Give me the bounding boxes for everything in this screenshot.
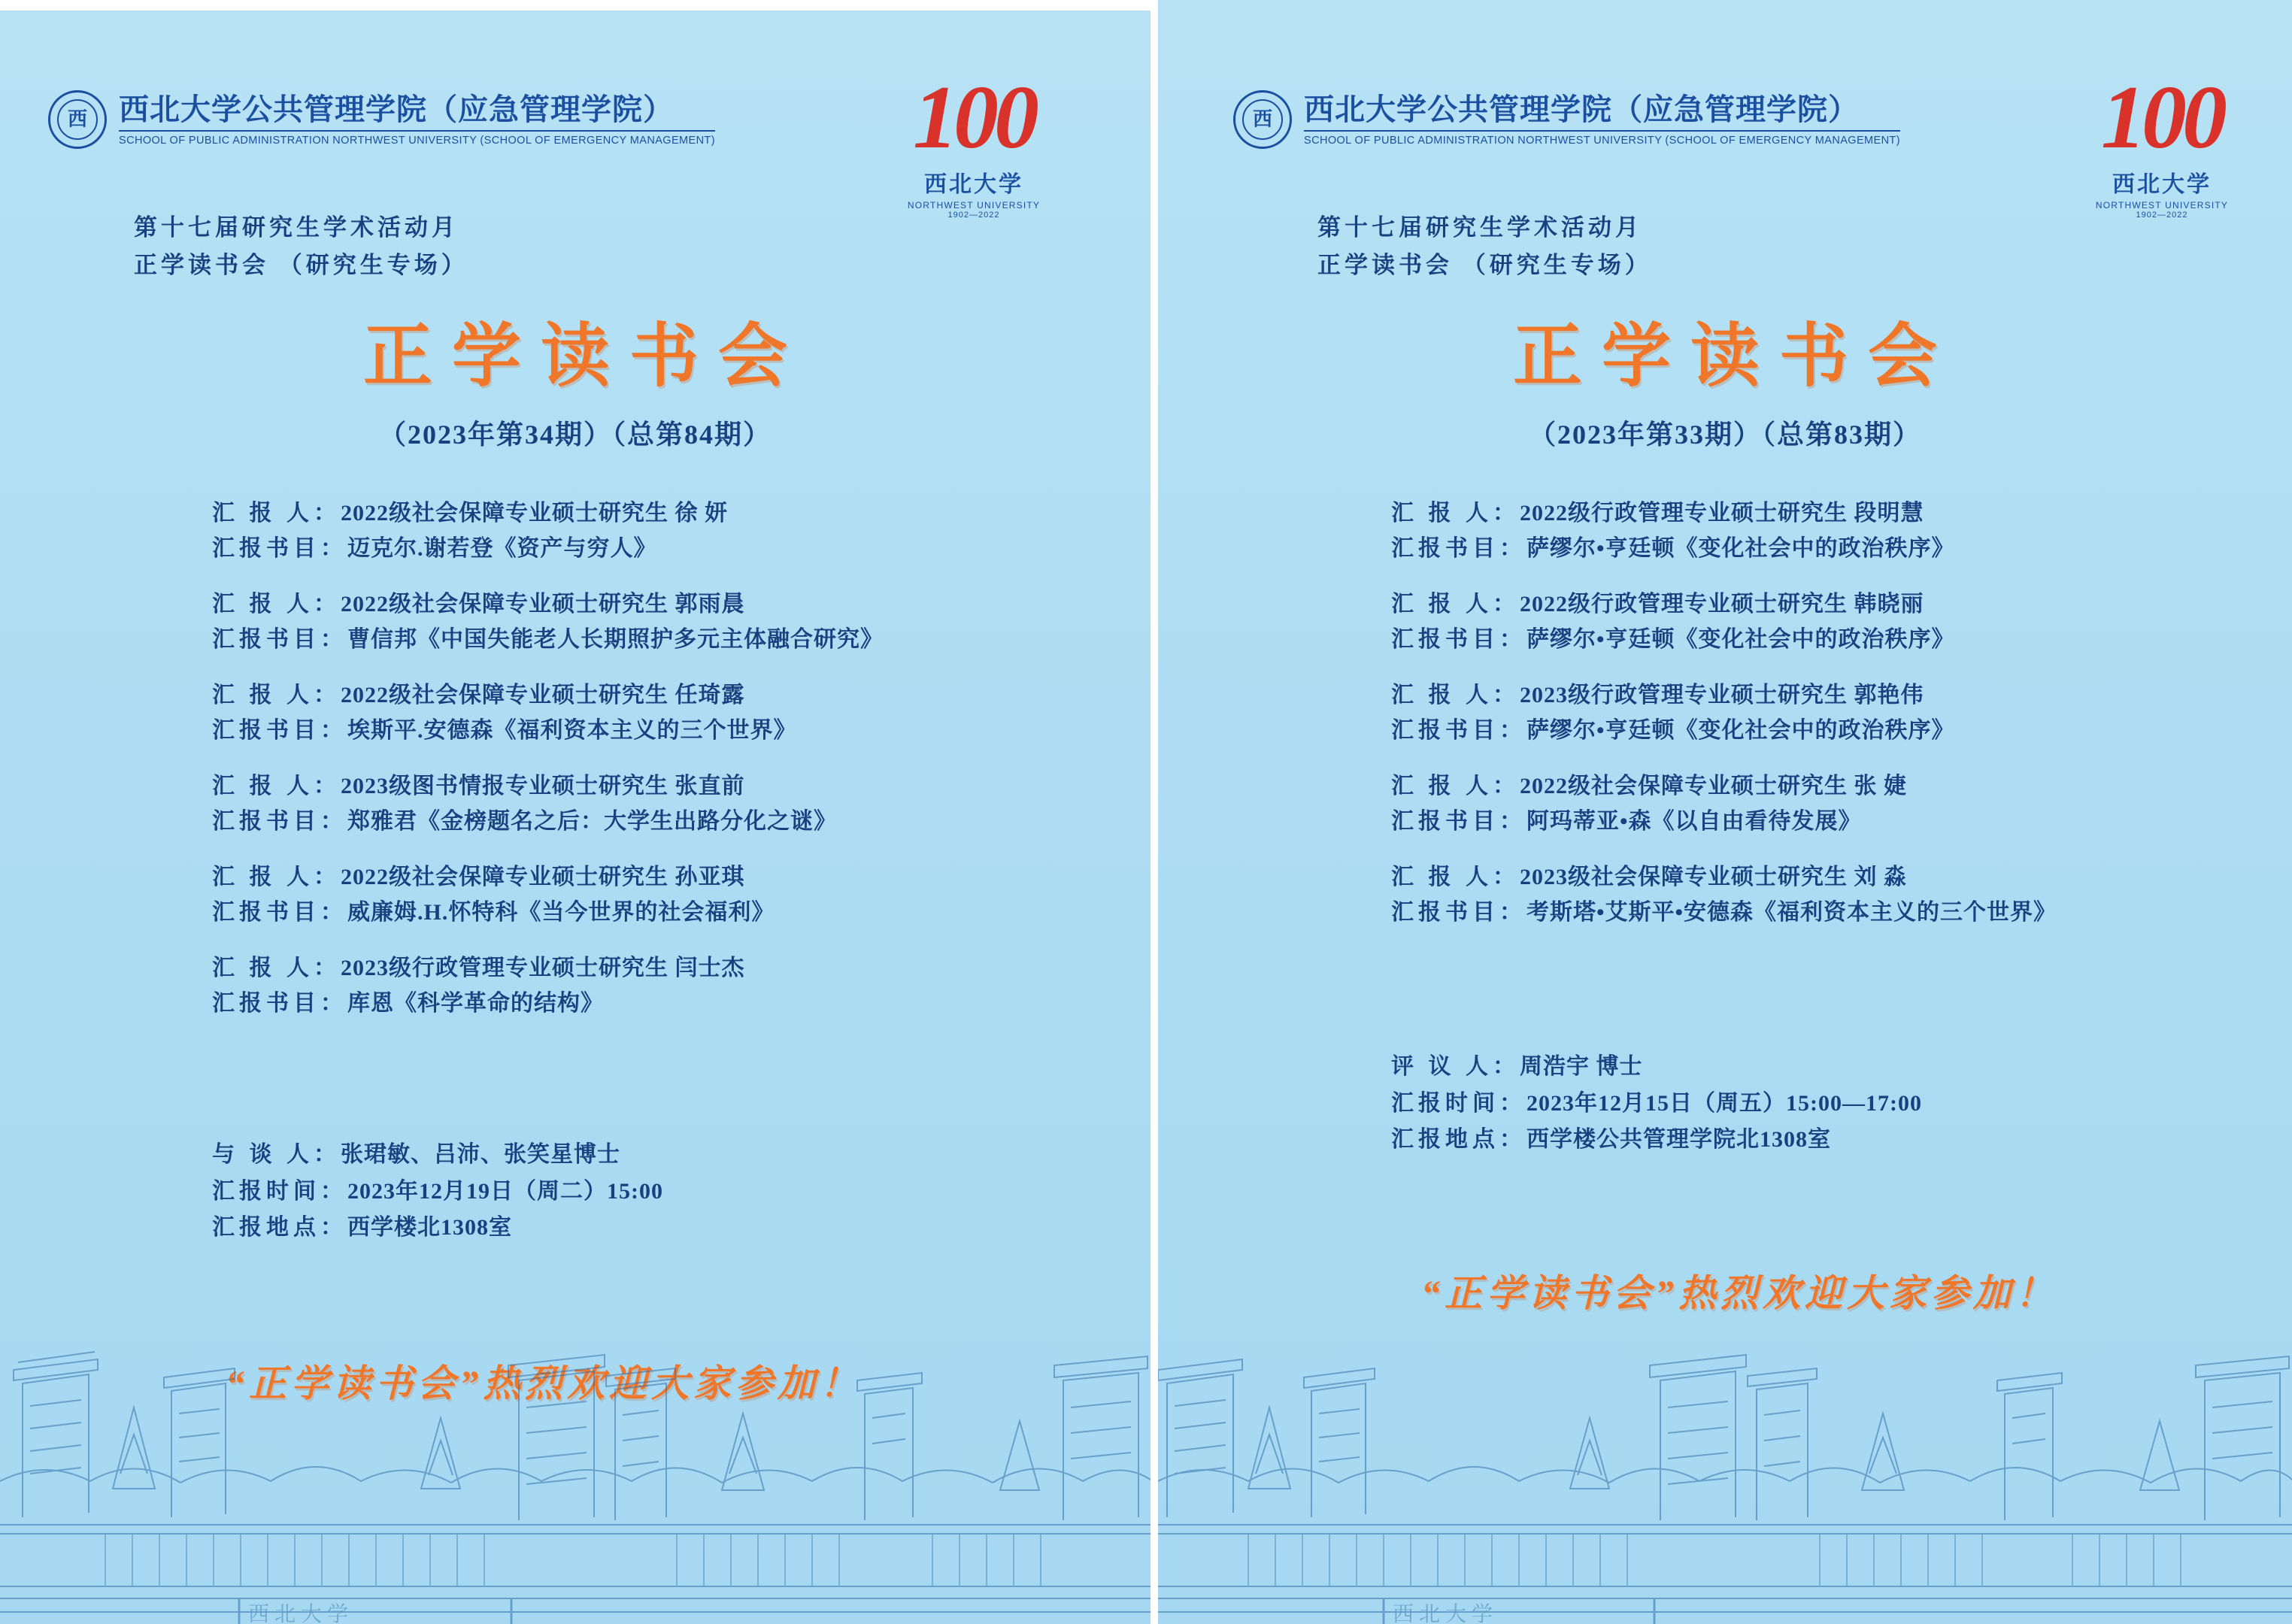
book-value: 埃斯平.安德森《福利资本主义的三个世界》 bbox=[347, 717, 797, 743]
university-logo bbox=[1233, 90, 1900, 149]
school-name-cn: 西北大学公共管理学院（应急管理学院） bbox=[119, 92, 674, 126]
book-label: 汇报书目： bbox=[212, 535, 347, 561]
meta-row bbox=[1391, 1049, 1922, 1086]
event-subtitle-left bbox=[134, 209, 468, 284]
school-name-en: SCHOOL OF PUBLIC ADMINISTRATION NORTHWEST UNIVERSITY (SCHOOL OF EMERGENCY MANAGEMENT) bbox=[119, 130, 715, 147]
meta-list-right bbox=[1391, 1049, 1922, 1159]
presenter-value: 2022级社会保障专业硕士研究生 徐 妍 bbox=[341, 501, 728, 526]
book-value: 迈克尔.谢若登《资产与穷人》 bbox=[347, 535, 657, 561]
anniversary-name-en: NORTHWEST UNIVERSITY bbox=[907, 200, 1041, 211]
book-label: 汇报书目： bbox=[212, 717, 347, 743]
entry-item bbox=[212, 769, 884, 839]
event-line-1: 第十七届研究生学术活动月 bbox=[1317, 214, 1642, 241]
poster-issue-right: （2023年第33期）（总第83期） bbox=[1528, 420, 1921, 450]
presenter-value: 2023级行政管理专业硕士研究生 闫士杰 bbox=[341, 956, 745, 980]
book-label: 汇报书目： bbox=[1391, 808, 1526, 834]
meta-row bbox=[1391, 1122, 1922, 1159]
book-value: 郑雅君《金榜题名之后：大学生出路分化之谜》 bbox=[347, 808, 837, 834]
book-label: 汇报书目： bbox=[212, 626, 347, 652]
meta-list-left bbox=[212, 1137, 663, 1247]
poster-issue-left: （2023年第34期）（总第84期） bbox=[378, 420, 772, 450]
book-label: 汇报书目： bbox=[1391, 899, 1526, 925]
event-line-2: 正学读书会 （研究生专场） bbox=[134, 252, 468, 279]
presenter-label: 汇 报 人： bbox=[212, 501, 341, 526]
event-subtitle-right bbox=[1317, 209, 1652, 284]
entry-item bbox=[212, 951, 884, 1021]
entry-item bbox=[212, 496, 884, 566]
presenter-value: 2022级行政管理专业硕士研究生 段明慧 bbox=[1520, 501, 1924, 526]
presenter-value: 2022级社会保障专业硕士研究生 孙亚琪 bbox=[341, 865, 745, 889]
entry-item bbox=[1391, 587, 2057, 657]
book-label: 汇报书目： bbox=[212, 808, 347, 834]
book-value: 阿玛蒂亚•森《以自由看待发展》 bbox=[1526, 808, 1862, 834]
logo-text bbox=[119, 92, 715, 147]
anniversary-logo bbox=[887, 67, 1060, 220]
meta-value: 西学楼北1308室 bbox=[347, 1215, 512, 1241]
meta-value: 周浩宇 博士 bbox=[1520, 1054, 1643, 1079]
book-label: 汇报书目： bbox=[1391, 717, 1526, 743]
anniversary-mark-icon: 100 bbox=[913, 67, 1035, 167]
presenter-value: 2023级社会保障专业硕士研究生 刘 淼 bbox=[1520, 865, 1907, 889]
entry-item bbox=[1391, 860, 2057, 930]
meta-row bbox=[212, 1210, 663, 1247]
presenter-label: 汇 报 人： bbox=[1391, 683, 1520, 707]
anniversary-name-cn: 西北大学 bbox=[2112, 172, 2212, 197]
presenter-label: 汇 报 人： bbox=[1391, 865, 1520, 889]
presenter-value: 2022级社会保障专业硕士研究生 郭雨晨 bbox=[341, 592, 745, 617]
anniversary-mark-icon: 100 bbox=[2101, 67, 2223, 167]
svg-text:西 北 大 学: 西 北 大 学 bbox=[1393, 1603, 1493, 1624]
presenter-label: 汇 报 人： bbox=[212, 956, 341, 980]
presenter-value: 2022级行政管理专业硕士研究生 韩晓丽 bbox=[1520, 592, 1924, 617]
seal-char: 西 bbox=[67, 108, 87, 130]
book-value: 曹信邦《中国失能老人长期照护多元主体融合研究》 bbox=[347, 626, 884, 652]
meta-label: 汇报地点： bbox=[212, 1215, 347, 1241]
school-name-en: SCHOOL OF PUBLIC ADMINISTRATION NORTHWEST UNIVERSITY (SCHOOL OF EMERGENCY MANAGEMENT) bbox=[1304, 130, 1900, 147]
entry-item bbox=[212, 678, 884, 748]
entry-item bbox=[1391, 769, 2057, 839]
book-value: 考斯塔•艾斯平•安德森《福利资本主义的三个世界》 bbox=[1526, 899, 2057, 925]
svg-text:西 北 大 学: 西 北 大 学 bbox=[248, 1603, 349, 1624]
university-logo bbox=[48, 90, 715, 149]
book-value: 威廉姆.H.怀特科《当今世界的社会福利》 bbox=[347, 899, 775, 925]
meta-value: 2023年12月15日（周五）15:00—17:00 bbox=[1526, 1090, 1922, 1116]
entry-item bbox=[212, 587, 884, 657]
meta-row bbox=[212, 1137, 663, 1174]
campus-gate-artwork bbox=[0, 1233, 1151, 1624]
university-seal-icon bbox=[48, 90, 107, 149]
anniversary-name-en: NORTHWEST UNIVERSITY bbox=[2095, 200, 2229, 211]
poster-title-right: 正学读书会 bbox=[1512, 318, 1957, 395]
presenter-value: 2022级社会保障专业硕士研究生 张 婕 bbox=[1520, 774, 1907, 798]
anniversary-years: 1902—2022 bbox=[2136, 211, 2188, 220]
book-label: 汇报书目： bbox=[1391, 626, 1526, 652]
poster-right bbox=[1158, 0, 2292, 1624]
meta-row bbox=[1391, 1086, 1922, 1123]
entry-item bbox=[212, 860, 884, 930]
meta-label: 与 谈 人： bbox=[212, 1142, 341, 1167]
seal-char: 西 bbox=[1252, 108, 1272, 130]
presenter-label: 汇 报 人： bbox=[212, 592, 341, 617]
presenter-label: 汇 报 人： bbox=[212, 865, 341, 889]
presenter-label: 汇 报 人： bbox=[212, 683, 341, 707]
entry-item bbox=[1391, 496, 2057, 566]
book-label: 汇报书目： bbox=[212, 990, 347, 1016]
entry-item bbox=[1391, 678, 2057, 748]
book-label: 汇报书目： bbox=[1391, 535, 1526, 561]
anniversary-name-cn: 西北大学 bbox=[924, 172, 1023, 197]
anniversary-years: 1902—2022 bbox=[947, 211, 1000, 220]
presenter-label: 汇 报 人： bbox=[1391, 592, 1520, 617]
meta-row bbox=[212, 1174, 663, 1210]
presenter-label: 汇 报 人： bbox=[212, 774, 341, 798]
presenter-value: 2022级社会保障专业硕士研究生 任琦露 bbox=[341, 683, 745, 707]
event-line-1: 第十七届研究生学术活动月 bbox=[134, 214, 459, 241]
presenter-label: 汇 报 人： bbox=[1391, 501, 1520, 526]
presenter-value: 2023级行政管理专业硕士研究生 郭艳伟 bbox=[1520, 683, 1924, 707]
welcome-text-right: “正学读书会”热烈欢迎大家参加！ bbox=[1421, 1272, 2057, 1314]
event-line-2: 正学读书会 （研究生专场） bbox=[1317, 252, 1652, 279]
presenter-value: 2023级图书情报专业硕士研究生 张直前 bbox=[341, 774, 745, 798]
presenter-label: 汇 报 人： bbox=[1391, 774, 1520, 798]
university-seal-icon bbox=[1233, 90, 1292, 149]
poster-title-left: 正学读书会 bbox=[362, 318, 807, 395]
book-value: 萨缪尔•亨廷顿《变化社会中的政治秩序》 bbox=[1526, 717, 1955, 743]
book-value: 萨缪尔•亨廷顿《变化社会中的政治秩序》 bbox=[1526, 626, 1955, 652]
logo-text bbox=[1304, 92, 1900, 147]
book-value: 萨缪尔•亨廷顿《变化社会中的政治秩序》 bbox=[1526, 535, 1955, 561]
meta-value: 2023年12月19日（周二）15:00 bbox=[347, 1178, 663, 1204]
entry-list-right bbox=[1391, 496, 2057, 951]
meta-value: 西学楼公共管理学院北1308室 bbox=[1526, 1127, 1831, 1153]
meta-label: 汇报时间： bbox=[212, 1178, 347, 1204]
book-label: 汇报书目： bbox=[212, 899, 347, 925]
meta-label: 汇报地点： bbox=[1391, 1127, 1526, 1153]
entry-list-left bbox=[212, 496, 884, 1042]
welcome-text-left: “正学读书会”热烈欢迎大家参加！ bbox=[226, 1362, 862, 1404]
meta-label: 汇报时间： bbox=[1391, 1090, 1526, 1116]
school-name-cn: 西北大学公共管理学院（应急管理学院） bbox=[1304, 92, 1859, 126]
book-value: 库恩《科学革命的结构》 bbox=[347, 990, 604, 1016]
meta-label: 评 议 人： bbox=[1391, 1054, 1520, 1079]
anniversary-logo bbox=[2075, 67, 2248, 220]
meta-value: 张珺敏、吕沛、张笑星博士 bbox=[341, 1142, 620, 1167]
